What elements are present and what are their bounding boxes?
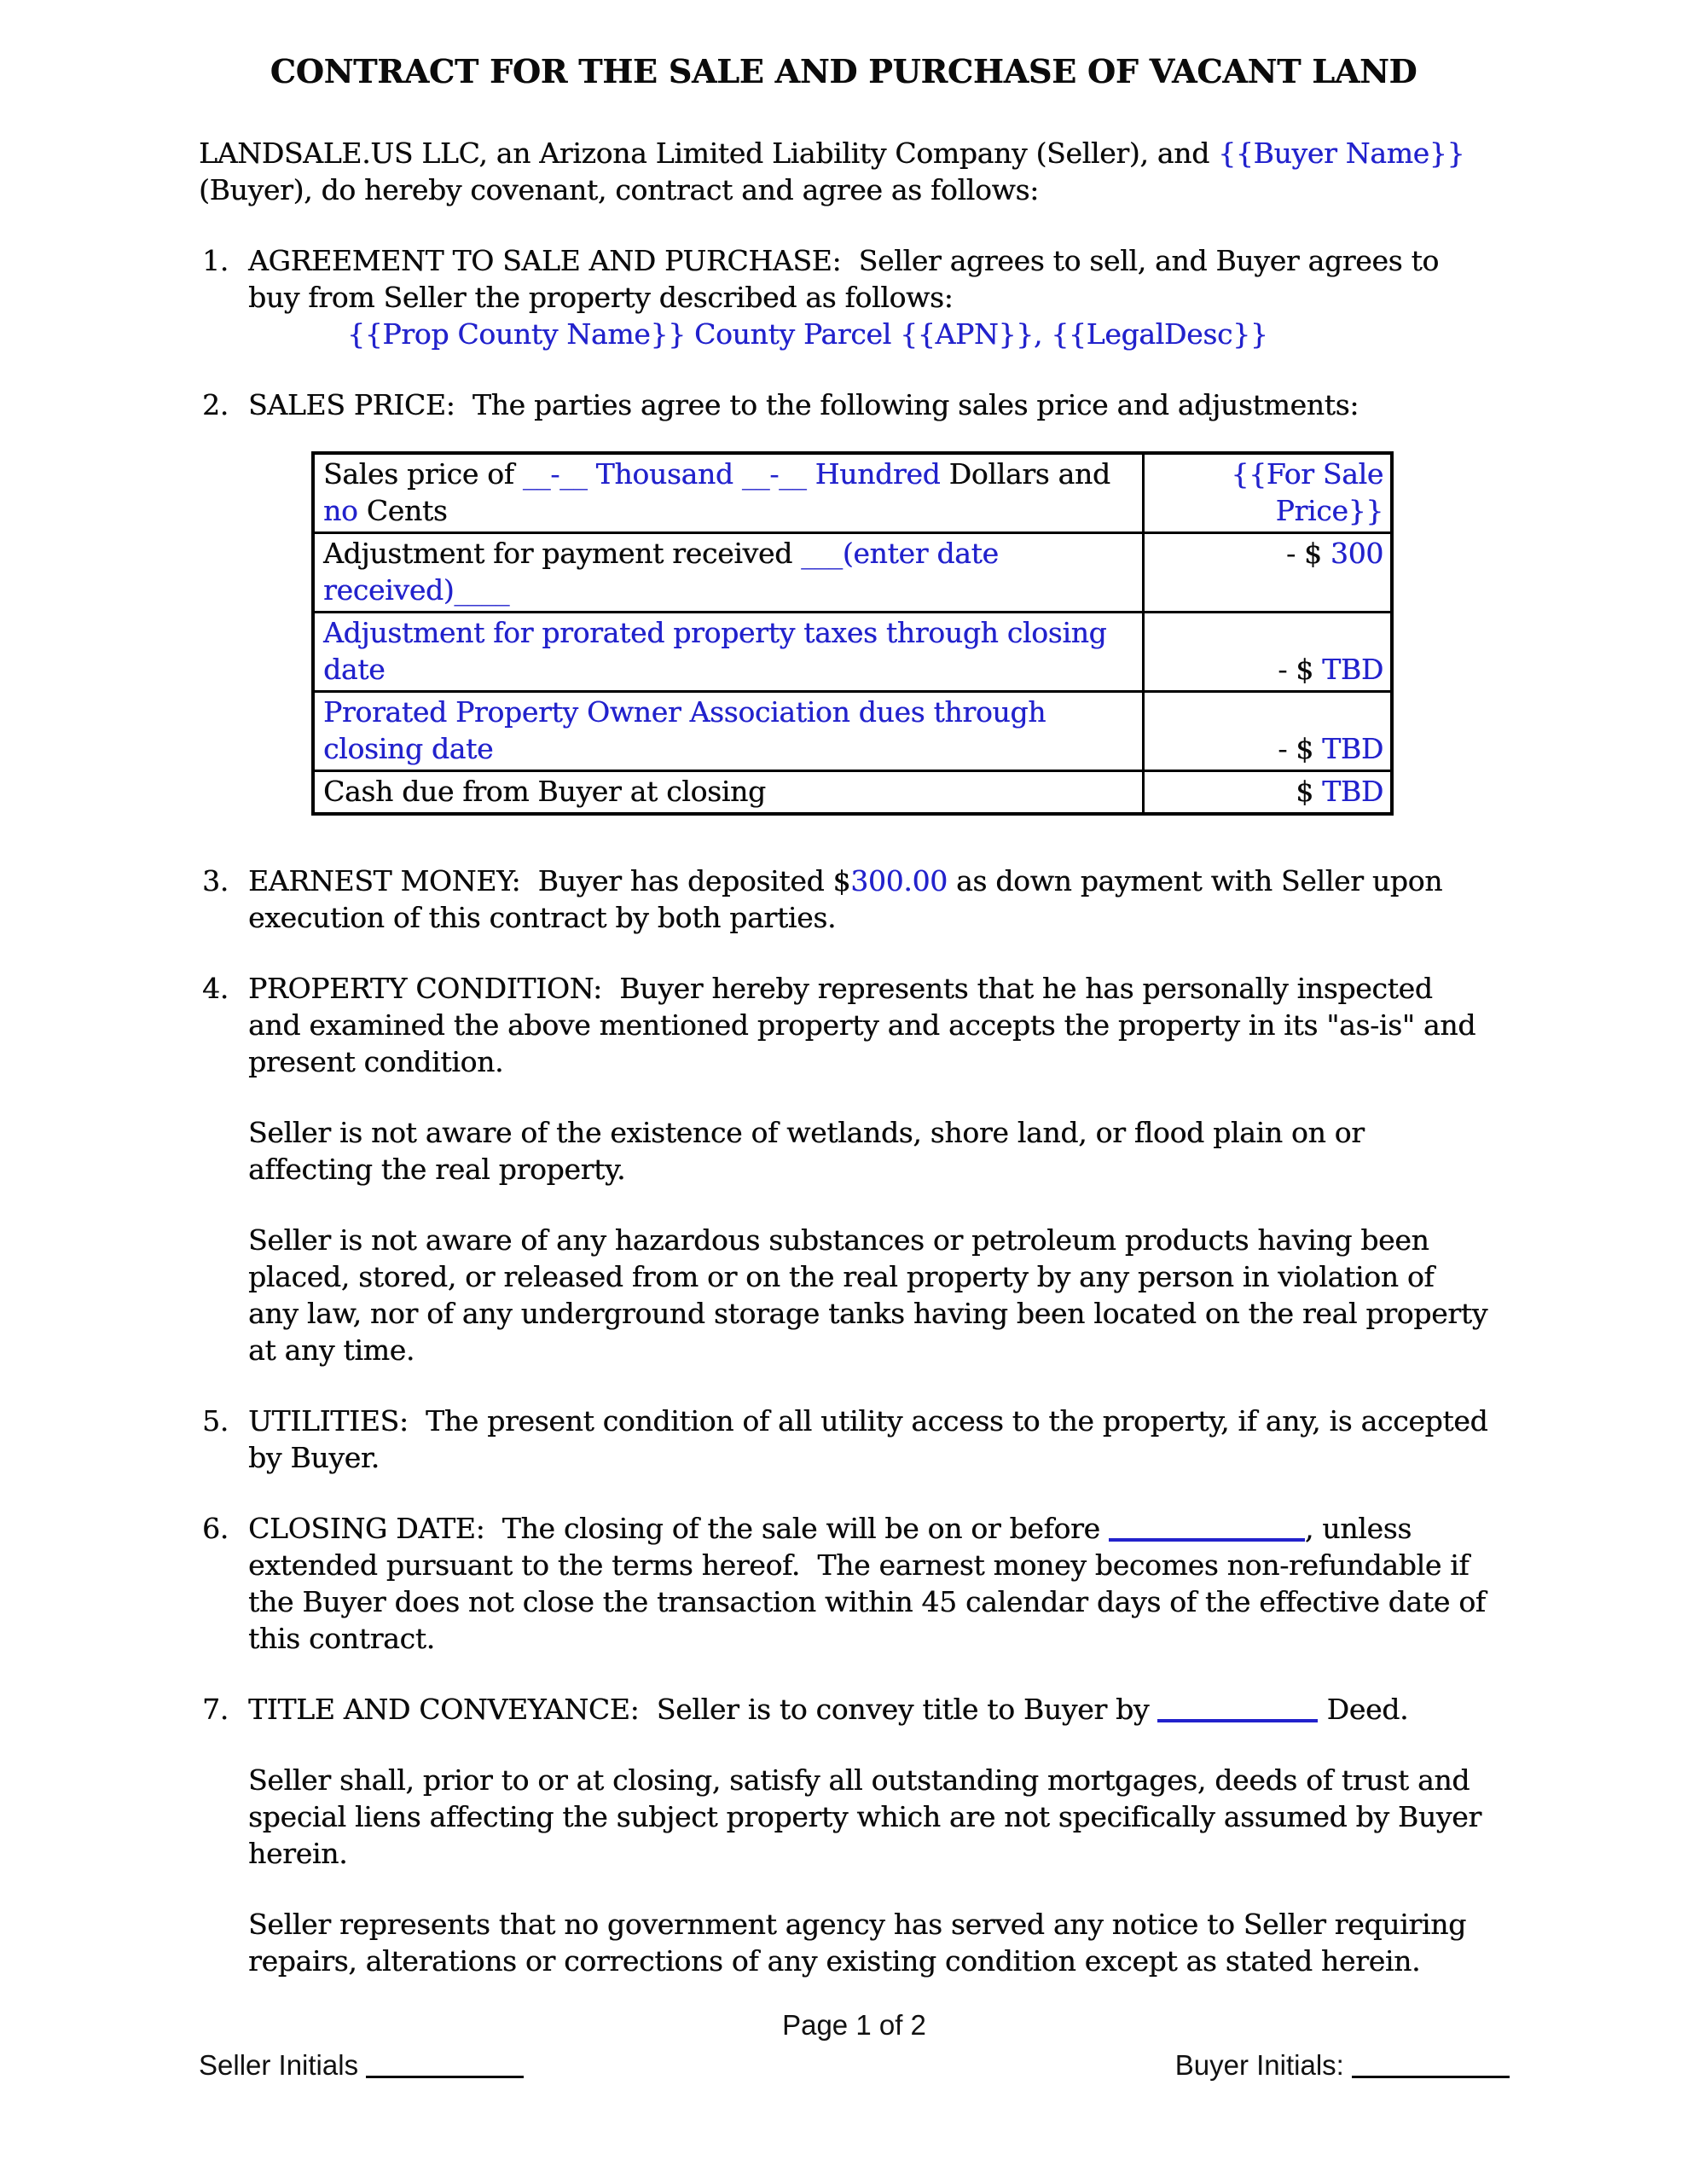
section-agreement [199, 242, 1488, 352]
price-item-cell: Adjustment for payment received ___(enter date received)____ [313, 533, 1144, 613]
fill-in-blank [1352, 2050, 1510, 2078]
table-row [313, 533, 1392, 613]
price-amount-cell: - $ TBD [1144, 692, 1393, 771]
fill-in-blank [1109, 1513, 1305, 1542]
section-number: 3. [202, 864, 229, 897]
section-text: SALES PRICE: The parties agree to the following sales price and adjustments: [248, 388, 1359, 421]
section-number: 2. [202, 388, 229, 421]
initials-row [199, 2047, 1510, 2083]
sales-price-table [311, 451, 1394, 816]
price-amount-cell: - $ 300 [1144, 533, 1393, 613]
page-number-label: Page 1 of 2 [782, 2009, 926, 2041]
section-closing-date [199, 1510, 1494, 1657]
section-number: 7. [202, 1693, 229, 1726]
section-text: EARNEST MONEY: Buyer has deposited $300.00 as down payment with Seller upon execution of this contract by both parties. [248, 864, 1452, 934]
price-item-cell: Prorated Property Owner Association dues through closing date [313, 692, 1144, 771]
price-item-cell: Adjustment for prorated property taxes through closing date [313, 613, 1144, 692]
buyer-initials-blank [1352, 2049, 1510, 2081]
section-sales-price [199, 386, 1488, 423]
section-utilities [199, 1403, 1497, 1476]
section-text: CLOSING DATE: The closing of the sale will be on or before , unless extended pursuant to the terms hereof. The earnest money becomes non-refundable if the Buyer does not close the transaction within 45 calendar days of the effective date of this contract. [248, 1512, 1494, 1655]
page-footer [199, 2007, 1510, 2083]
intro-paragraph: LANDSALE.US LLC, an Arizona Limited Liability Company (Seller), and {{Buyer Name}} (Buyer), do hereby covenant, contract and agree as follows: [199, 136, 1474, 206]
price-amount-cell: $ TBD [1144, 771, 1393, 815]
price-item-cell: Cash due from Buyer at closing [313, 771, 1144, 815]
section-text: PROPERTY CONDITION: Buyer hereby represents that he has personally inspected and examined the above mentioned property and accepts the property in its "as-is" and present condition. [248, 972, 1485, 1078]
fill-in-blank [366, 2050, 524, 2078]
buyer-initials-field [1175, 2047, 1510, 2083]
price-amount-cell: - $ TBD [1144, 613, 1393, 692]
section-earnest-money [199, 863, 1488, 936]
section-number: 6. [202, 1512, 229, 1545]
page-title: CONTRACT FOR THE SALE AND PURCHASE OF VACANT LAND [270, 52, 1417, 90]
fill-in-blank [1157, 1693, 1318, 1722]
section-number: 4. [202, 972, 229, 1005]
section-number: 1. [202, 244, 229, 277]
paragraph-hazardous-substances: Seller is not aware of any hazardous substances or petroleum products having been placed, stored, or released from or on the real property by any person in violation of any law, nor of any underground storage tanks having been located on the real property at any time. [248, 1223, 1488, 1367]
price-item-cell: Sales price of __-__ Thousand __-__ Hundred Dollars and no Cents [313, 453, 1144, 533]
price-amount-cell: {{For Sale Price}} [1144, 453, 1393, 533]
section-title-and-conveyance [199, 1691, 1488, 1728]
buyer-initials-label: Buyer Initials: [1174, 2049, 1352, 2081]
section-text: AGREEMENT TO SALE AND PURCHASE: Seller agrees to sell, and Buyer agrees to buy from Seller the property described as follows: [248, 244, 1448, 314]
section-number: 5. [202, 1404, 229, 1438]
paragraph-mortgages: Seller shall, prior to or at closing, satisfy all outstanding mortgages, deeds of trust and special liens affecting the subject property which are not specifically assumed by Buyer herein. [248, 1763, 1481, 1870]
seller-initials-blank [366, 2049, 524, 2081]
table-row [313, 692, 1392, 771]
table-row [313, 453, 1392, 533]
section-text: UTILITIES: The present condition of all utility access to the property, if any, is accepted by Buyer. [248, 1404, 1497, 1474]
paragraph-government-notices: Seller represents that no government agency has served any notice to Seller requiring repairs, alterations or corrections of any existing condition except as stated herein. [248, 1908, 1466, 1978]
paragraph-wetlands: Seller is not aware of the existence of wetlands, shore land, or flood plain on or affecting the real property. [248, 1116, 1365, 1186]
table-row [313, 613, 1392, 692]
section-text: TITLE AND CONVEYANCE: Seller is to convey title to Buyer by Deed. [248, 1693, 1409, 1726]
table-row [313, 771, 1392, 815]
seller-initials-field [199, 2047, 524, 2083]
document-body [199, 135, 1497, 1979]
seller-initials-label: Seller Initials [199, 2049, 367, 2081]
property-description-line: {{Prop County Name}} County Parcel {{APN}}, {{LegalDesc}} [347, 317, 1268, 351]
section-property-condition [199, 970, 1488, 1080]
